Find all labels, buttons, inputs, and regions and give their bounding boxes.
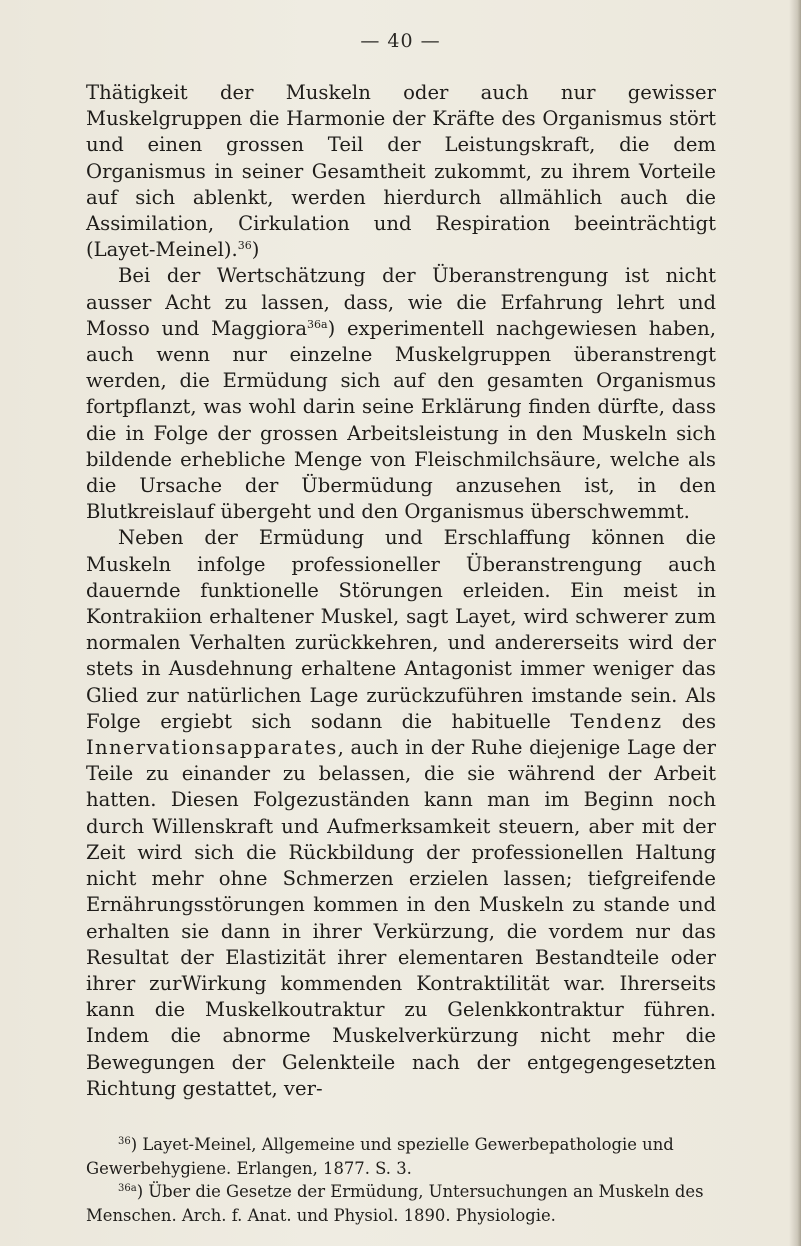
emphasis-tendenz: Tendenz [570,709,663,733]
paragraph-2-text: Bei der Wertschätzung der Überanstrengung ist nicht ausser Acht zu lassen, dass, wie die Erfahrung lehrt und Mosso und Maggiora [86,264,716,340]
footnote-36 [86,1133,716,1180]
paragraph-1-text-end: ) [251,238,260,262]
paragraph-3-text-c: , auch in der Ruhe diejenige Lage der Teile zu einander zu belassen, die sie während der Arbeit hatten. Diesen Folgezuständen kann man im Beginn noch durch Willenskraft und Aufmerksamkeit steuern, aber mit der Zeit wird sich die Rückbildung der professionellen Haltung nicht mehr ohne Schmerzen erzielen lassen; tiefgreifende Ernährungsstörungen kommen in den Muskeln zu stande und erhalten sie dann in ihrer Verkürzung, die vordem nur das Resultat der Elastizität ihrer elementaren Bestandteile oder ihrer zurWirkung kommenden Kontraktilität war. Ihrerseits kann die Muskelkoutraktur zu Gelenkkontraktur führen. Indem die abnorme Muskelverkürzung nicht mehr die Bewegungen der Gelenkteile nach der entgegengesetzten Richtung gestattet, ver- [86,736,716,1100]
paragraph-1 [86,80,716,263]
page-edge-shadow [789,0,801,1246]
paragraph-1-text: Thätigkeit der Muskeln oder auch nur gewisser Muskelgruppen die Harmonie der Kräfte des Organismus stört und einen grossen Teil der Leistungskraft, die dem Organismus in seiner Gesamtheit zukommt, zu ihrem Vorteile auf sich ablenkt, werden hierdurch allmählich auch die Assimilation, Cirkulation und Respiration beeinträchtigt (Layet-Meinel). [86,81,716,262]
paragraph-3-text: Neben der Ermüdung und Erschlaffung können die Muskeln infolge professioneller Überanstrengung auch dauernde funktionelle Störungen erleiden. Ein meist in Kontrakiion erhaltener Muskel, sagt Layet, wird schwerer zum normalen Verhalten zurückkehren, und andererseits wird der stets in Ausdehnung erhaltene Antagonist immer weniger das Glied zur natürlichen Lage zurückzuführen imstande sein. Als Folge ergiebt sich sodann die habituelle [86,526,716,733]
footnote-ref-36: 36 [237,239,252,253]
footnote-36-mark: 36 [118,1136,131,1147]
footnote-ref-36a: 36a [307,317,328,331]
paragraph-3-text-b: des [662,709,717,733]
footnote-36a [86,1180,716,1227]
emphasis-innervationsapparates: Innervationsapparates [86,736,338,760]
footnote-36a-mark: 36a [118,1183,137,1194]
body-text [86,80,716,1102]
footnote-36a-text: ) Über die Gesetze der Ermüdung, Untersuchungen an Muskeln des Menschen. Arch. f. Anat. und Physiol. 1890. Physiologie. [86,1182,704,1225]
paragraph-3 [86,525,716,1101]
footnotes [86,1133,716,1227]
paragraph-2-text-end: ) experimentell nachgewiesen haben, auch wenn nur einzelne Muskelgruppen überanstrengt werden, die Ermüdung sich auf den gesamten Organismus fortpflanzt, was wohl darin seine Erklärung finden dürfte, dass die in Folge der grossen Arbeitsleistung in den Muskeln sich bildende erhebliche Menge von Fleischmilchsäure, welche als die Ursache der Übermüdung anzusehen ist, in den Blutkreislauf übergeht und den Organismus überschwemmt. [86,316,717,524]
page-number: — 40 — [360,30,441,52]
footnote-36-text: ) Layet-Meinel, Allgemeine und spezielle Gewerbepathologie und Gewerbehygiene. Erlangen, 1877. S. 3. [86,1135,674,1178]
paragraph-2 [86,263,716,525]
